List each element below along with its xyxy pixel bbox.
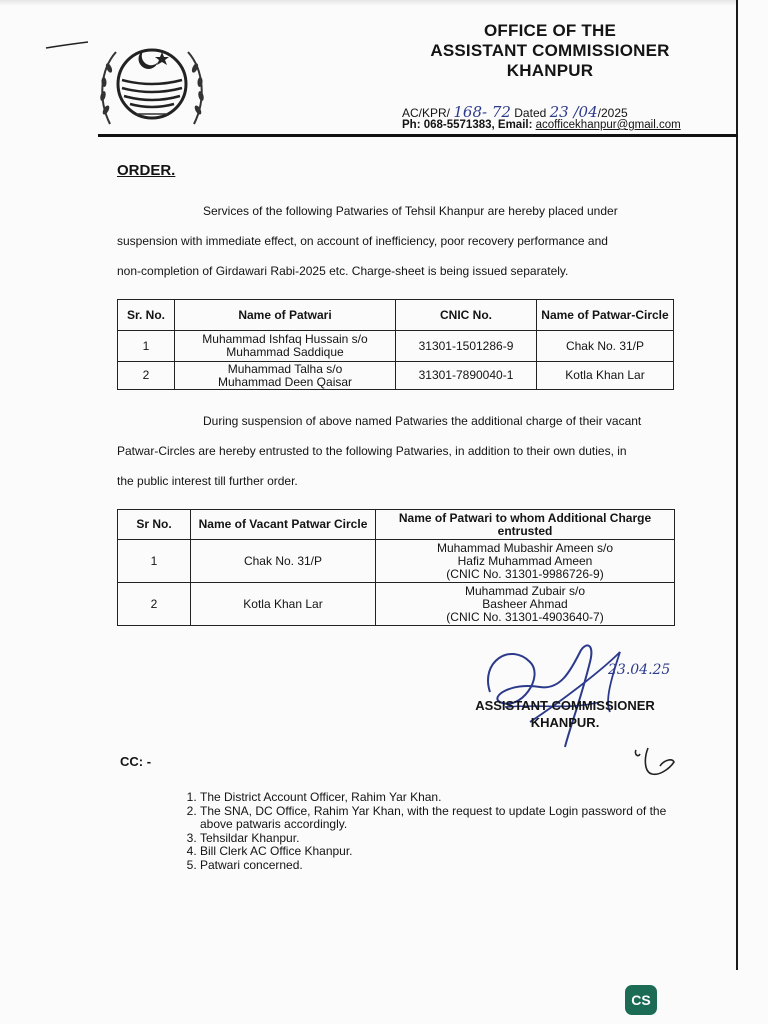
patwari-name-cell: [175, 331, 396, 362]
camscanner-badge-icon: CS: [625, 985, 657, 1015]
patwari-details-cell: [376, 540, 675, 583]
table-row: [118, 583, 675, 626]
column-header: Name of Vacant Patwar Circle: [191, 510, 376, 540]
detail-line: (CNIC No. 31301-4903640-7): [446, 609, 604, 624]
detail-line: Muhammad Mubashir Ameen s/o: [436, 540, 614, 555]
cc-list: [178, 791, 700, 872]
cc-label: CC: -: [120, 754, 152, 769]
paragraph-line: Patwar-Circles are hereby entrusted to the following Patwaries, in addition to their own duties, in: [117, 444, 627, 458]
sr-cell: 2: [118, 362, 175, 390]
header-divider: [98, 134, 738, 137]
list-item: 5. Patwari concerned.: [200, 859, 700, 873]
paragraph-line: suspension with immediate effect, on account of inefficiency, poor recovery performance and: [117, 234, 608, 248]
paragraph-line: the public interest till further order.: [117, 474, 298, 488]
list-item: 2. The SNA, DC Office, Rahim Yar Khan, with the request to update Login password of the above patwaris accordingly.: [200, 805, 700, 832]
handwritten-signature-icon: [470, 632, 700, 752]
scan-shadow: [0, 0, 736, 6]
signatory-title-line: KHANPUR.: [530, 715, 600, 730]
office-heading-line2: ASSISTANT COMMISSIONER: [430, 41, 670, 60]
name-line: Muhammad Ishfaq Hussain s/o: [202, 332, 368, 346]
additional-charge-table: [117, 509, 675, 626]
detail-line: Hafiz Muhammad Ameen: [457, 553, 593, 568]
circle-cell: Kotla Khan Lar: [191, 583, 376, 626]
contact-line: [402, 119, 681, 131]
column-header: Name of Patwari: [175, 300, 396, 331]
cnic-cell: 31301-7890040-1: [396, 362, 537, 390]
patwari-details-cell: [376, 583, 675, 626]
list-item: 3. Tehsildar Khanpur.: [200, 832, 700, 846]
sr-cell: 1: [118, 540, 191, 583]
detail-line: (CNIC No. 31301-9986726-9): [446, 566, 604, 581]
paragraph-line: During suspension of above named Patwaries the additional charge of their vacant: [203, 414, 642, 428]
office-heading-line3: KHANPUR: [506, 61, 594, 80]
patwari-name-cell: [175, 362, 396, 390]
table-row: [118, 331, 674, 362]
suspended-patwaries-table: [117, 299, 674, 390]
office-heading-line1: OFFICE OF THE: [484, 21, 616, 40]
name-line: Muhammad Talha s/o: [227, 361, 343, 376]
column-header: Sr. No.: [118, 300, 175, 331]
detail-line: Muhammad Zubair s/o: [464, 583, 586, 598]
signatory-title-line: ASSISTANT COMMISSIONER: [475, 698, 655, 713]
dated-label: Dated: [514, 106, 547, 120]
detail-line: Basheer Ahmad: [482, 596, 568, 611]
list-item: 1. The District Account Officer, Rahim Yar Khan.: [200, 791, 700, 805]
column-header: Sr No.: [118, 510, 191, 540]
table-row: [118, 540, 675, 583]
pen-mark-icon: [44, 38, 92, 52]
table-header-row: [118, 510, 675, 540]
list-item: 4. Bill Clerk AC Office Khanpur.: [200, 845, 700, 859]
page-edge-line: [736, 0, 738, 970]
punjab-government-emblem-icon: [96, 40, 208, 132]
signatory-title: [460, 697, 670, 731]
reference-prefix: AC/KPR/: [402, 106, 451, 120]
sr-cell: 1: [118, 331, 175, 362]
circle-cell: Chak No. 31/P: [537, 331, 674, 362]
email-link[interactable]: acofficekhanpur@gmail.com: [535, 119, 681, 131]
paragraph-line: non-completion of Girdawari Rabi-2025 etc. Charge-sheet is being issued separately.: [117, 264, 569, 278]
reference-date: 23 /04: [549, 103, 598, 121]
cnic-cell: 31301-1501286-9: [396, 331, 537, 362]
sr-cell: 2: [118, 583, 191, 626]
handwritten-initial-icon: [630, 744, 690, 778]
column-header: Name of Patwari to whom Additional Charge entrusted: [376, 510, 675, 540]
reference-year: /2025: [597, 106, 628, 120]
table-row: [118, 362, 674, 390]
column-header: CNIC No.: [396, 300, 537, 331]
paragraph-line: Services of the following Patwaries of Tehsil Khanpur are hereby placed under: [203, 204, 618, 218]
table-header-row: [118, 300, 674, 331]
signature-date: 23.04.25: [608, 662, 671, 678]
order-heading: ORDER.: [117, 162, 176, 179]
column-header: Name of Patwar-Circle: [537, 300, 674, 331]
name-line: Muhammad Deen Qaisar: [217, 374, 353, 389]
circle-cell: Kotla Khan Lar: [537, 362, 674, 390]
name-line: Muhammad Saddique: [226, 345, 344, 359]
phone-text: Ph: 068-5571383, Email:: [402, 119, 533, 131]
circle-cell: Chak No. 31/P: [191, 540, 376, 583]
reference-number: 168- 72: [453, 103, 511, 121]
